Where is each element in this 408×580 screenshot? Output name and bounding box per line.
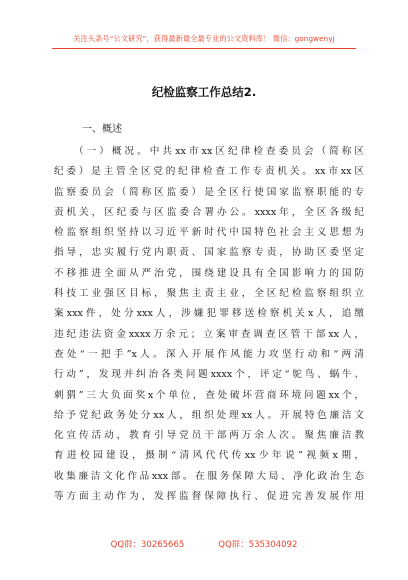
body-line: 给予党纪政务处分xx人，组织处理xx人。开展特色廉洁文 <box>54 409 364 421</box>
section-heading: 一、概述 <box>82 124 122 135</box>
body-line: 行动”，发现并纠治各类问题xxxx个，评定“鸵鸟、蜗牛、 <box>54 369 364 381</box>
body-line: 指导，忠实履行党内职责、国家监察专责，协助区委坚定 <box>54 247 364 259</box>
footer-qq-group-1: QQ群：30265665 <box>110 540 185 550</box>
body-line: 责机关，区纪委与区监委合署办公。xxxx年，全区各级纪 <box>54 206 364 218</box>
footer-qq-group-2: QQ群：535304092 <box>218 540 298 550</box>
body-line: 检监察组织坚持以习近平新时代中国特色社会主义思想为 <box>54 227 364 239</box>
body-line: （一）概况。中共xx市xx区纪律检查委员会（简称区 <box>74 146 364 157</box>
body-line: 违纪违法资金xxxx万余元；立案审查调查区管干部xx人， <box>54 328 364 340</box>
body-line: 监察委员会（简称区监委）是全区行使国家监察职能的专 <box>54 186 364 198</box>
body-paragraph <box>54 142 364 507</box>
body-line: 刺猬”三大负面奖x个单位，查处破坏营商环境问题xx个， <box>54 389 364 401</box>
body-line: 案xxx件，处分xxx人，涉嫌犯罪移送检察机关x人，追缴 <box>54 308 364 320</box>
body-line: 查处“一把手”x人。深入开展作风能力攻坚行动和“两清 <box>54 348 364 360</box>
body-line: 等方面主动作为，发挥监督保障执行、促进完善发展作用 <box>54 491 364 503</box>
document-title: 纪检监察工作总结2. <box>151 85 257 99</box>
header-banner: 关注头条号“公文研究”，获得最新最全最专业的公文资料库！ 微信：gongwenyj <box>73 34 335 43</box>
body-line: 育进校园建设，摄制“清风代代传xx少年说”视频x期， <box>54 450 364 462</box>
body-line: 不移推进全面从严治党，围绕建设具有全国影响力的国防 <box>54 267 364 279</box>
body-line: 科技工业强区目标，聚焦主责主业，全区纪检监察组织立 <box>54 288 364 300</box>
body-line: 纪委）是主管全区党的纪律检查工作专责机关。xx市xx区 <box>54 166 364 178</box>
body-line: 收集廉洁文化作品xxx部。在服务保障大局、净化政治生态 <box>54 470 364 482</box>
header-divider <box>52 48 356 49</box>
footer <box>0 538 408 550</box>
body-line: 化宣传活动，教育引导党员干部两万余人次。聚焦廉洁教 <box>54 430 364 442</box>
